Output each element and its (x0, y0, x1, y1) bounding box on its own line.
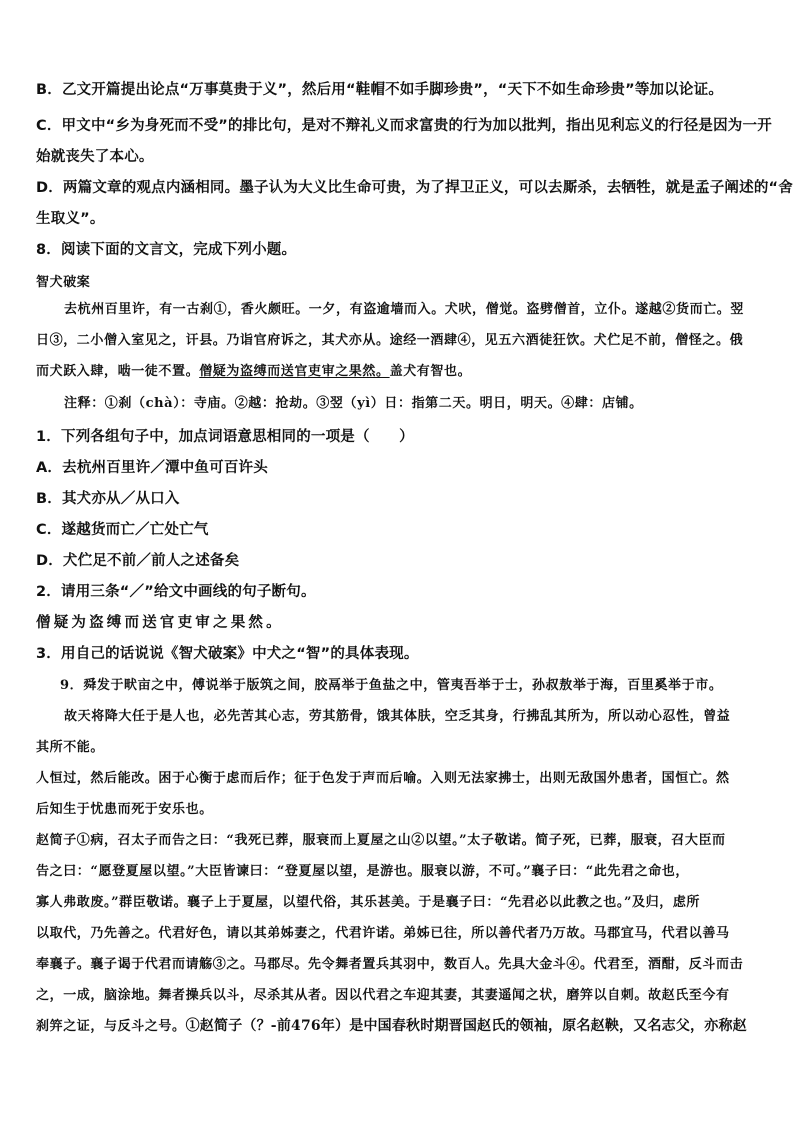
q9-para4-line7 (36, 1015, 747, 1035)
q8-sub1-stem: 1．下列各组句子中，加点词语意思相同的一项是（ ） (36, 429, 414, 445)
q8-passage-line2: 日③，二小僧入室见之，讦县。乃诣官府诉之，其犬亦从。途经一酒肆④，见五六酒徒狂饮。犬伫足不前，僧怪之。俄 (36, 333, 744, 348)
q9-para2-line2: 其所不能。 (36, 740, 105, 755)
q9-para1: 9．舜发于畎亩之中，傅说举于版筑之间，胶鬲举于鱼盐之中，管夷吾举于士，孙叔敖举于海，百里奚举于市。 (60, 678, 723, 693)
q8-passage-line1: 去杭州百里许，有一古刹①，香火颇旺。一夕，有盗逾墙而入。犬吠，僧觉。盗劈僧首，立仆。遂越②货而亡。翌 (64, 302, 745, 317)
q8-intro: 8．阅读下面的文言文，完成下列小题。 (36, 242, 297, 258)
q7-option-d-line1: D．两篇文章的观点内涵相同。墨子认为大义比生命可贵，为了捍卫正义，可以去厮杀，去牺牲，就是孟子阐述的“舍 (36, 180, 793, 196)
q8-notes: 注释：①刹（chà）：寺庙。②越：抢劫。③翌（yì）日：指第二天。明日，明天。④肆：店铺。 (64, 396, 643, 411)
q8-sub1-option-a: A．去杭州百里许／潭中鱼可百许头 (36, 460, 268, 476)
q9-para4-line1: 赵简子①病，召太子而告之曰：“我死已葬，服衰而上夏屋之山②以望。”太子敬诺。简子死，已葬，服衰，召大臣而 (36, 833, 726, 848)
q9-para4-line2: 告之曰：“愿登夏屋以望。”大臣皆谏曰：“登夏屋以望，是游也。服衰以游，不可。”襄子曰：“此先君之命也， (36, 864, 689, 879)
q9-para4-line4: 以取代，乃先善之。代君好色，请以其弟姊妻之，代君许诺。弟姊已往，所以善代者乃万故。马郡宜马，代君以善马 (36, 926, 730, 941)
q9-para4-line6: 之，一成，脑涂地。舞者操兵以斗，尽杀其从者。因以代君之车迎其妻，其妻遥闻之状，磨笄以自刺。故赵氏至今有 (36, 988, 730, 1003)
q7-option-c-line2: 始就丧失了本心。 (36, 149, 154, 165)
q8-sub2-sentence: 僧疑为盗缚而送官吏审之果然。 (36, 615, 284, 631)
q8-sub1-option-b: B．其犬亦从／从口入 (36, 491, 180, 507)
q8-sub3-stem: 3．用自己的话说说《智犬破案》中犬之“智”的具体表现。 (36, 646, 419, 662)
q8-underlined-sentence: 僧疑为盗缚而送官吏审之果然。 (199, 364, 390, 379)
q7-option-b: B．乙文开篇提出论点“万事莫贵于义”，然后用“鞋帽不如手脚珍贵”，“天下不如生命珍贵”等加以论证。 (36, 82, 724, 98)
q9-footnote-1: ①赵简子（？-前476年）是中国春秋时期晋国赵氏的领袖，原名赵鞅，又名志父，亦称赵 (185, 1018, 747, 1034)
q7-option-c-line1: C．甲文中“乡为身死而不受”的排比句，是对不辩礼义而求富贵的行为加以批判，指出见利忘义的行径是因为一开 (36, 118, 772, 134)
q9-para2-line1: 故天将降大任于是人也，必先苦其心志，劳其筋骨，饿其体肤，空乏其身，行拂乱其所为，所以动心忍性，曾益 (64, 709, 731, 724)
q9-para4-line5: 奉襄子。襄子谒于代君而请觞③之。马郡尽。先令舞者置兵其羽中，数百人。先具大金斗④。代君至，酒酣，反斗而击 (36, 957, 744, 972)
q9-para4-line7-text: 刹笄之证，与反斗之号。 (36, 1019, 186, 1034)
q8-sub1-option-d: D．犬伫足不前／前人之述备矣 (36, 553, 240, 569)
q8-passage-line3-start: 而犬跃入肆，啮一徒不置。 (36, 364, 200, 379)
q8-sub2-stem: 2．请用三条“／”给文中画线的句子断句。 (36, 584, 316, 600)
q9-para4-line3: 寡人弗敢废。”群臣敬诺。襄子上于夏屋，以望代俗，其乐甚美。于是襄子曰：“先君必以此教之也。”及归，虑所 (36, 895, 701, 910)
q8-passage-title: 智犬破案 (36, 275, 91, 290)
q9-para3-line1: 人恒过，然后能改。困于心衡于虑而后作；征于色发于声而后喻。入则无法家拂士，出则无敌国外患者，国恒亡。然 (36, 771, 730, 786)
q9-para3-line2: 后知生于忧患而死于安乐也。 (36, 802, 213, 817)
q8-passage-line3-end: 盖犬有智也。 (389, 364, 472, 379)
q7-option-d-line2: 生取义”。 (36, 211, 105, 227)
q8-sub1-option-c: C．遂越货而亡／亡处亡气 (36, 522, 209, 538)
q8-passage-line3 (36, 360, 471, 379)
